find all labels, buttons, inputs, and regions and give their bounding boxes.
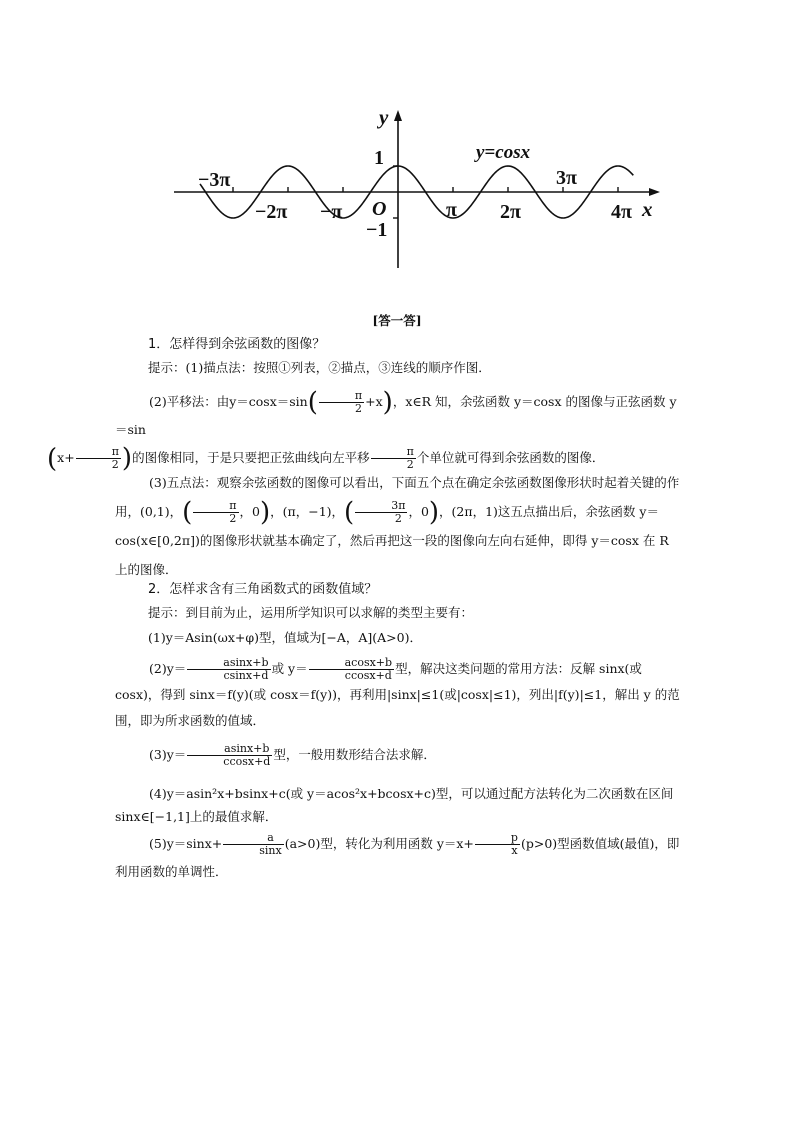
y-tick-label-1: 1 <box>374 147 384 169</box>
fraction-sin-over-sin: $\frac{asinx+b}{csinx+d}$ <box>187 657 270 682</box>
q2-item-1: (1)y＝Asin(ωx+φ)型，值域为[−A，A](A>0)． <box>148 630 422 645</box>
fraction-pi-over-2: $\frac{\pi}{2}$ <box>319 390 364 415</box>
x-axis-label: x <box>642 197 653 221</box>
q1-p2-d: x+ <box>57 450 75 465</box>
x-axis-arrow <box>649 188 660 196</box>
q1-p2-f: 个单位就可得到余弦函数的图像． <box>416 450 605 465</box>
x-tick-label-neg2pi: −2π <box>255 201 288 223</box>
q2-item-3 <box>115 742 682 768</box>
q1-p3-e: ，(2π，1)这五点描出后，余弦函数 y＝cos(x∈[0,2π])的图像形状就基本确定了，然后再把这一段的图像向左向右延伸，即得 y＝cosx 在 R 上的图像． <box>115 504 669 577</box>
q2-item5-b: (a>0)型，转化为利用函数 y＝x+ <box>284 836 474 851</box>
q2-item2-a: (2)y＝ <box>149 661 187 676</box>
q2-item-4: (4)y＝asin²x+bsinx+c(或 y＝acos²x+bcosx+c)型，可以通过配方法转化为二次函数在区间 sinx∈[−1,1]上的最值求解． <box>115 786 674 824</box>
fraction-a-over-sinx: $\frac{a}{\sin x}$ <box>223 832 283 857</box>
fraction-cos-over-cos: $\frac{acosx+b}{ccosx+d}$ <box>309 657 394 682</box>
fraction-pi-over-2-b: $\frac{\pi}{2}$ <box>76 446 121 471</box>
q2-item5-c: (p>0)型函数值域(最值)，即利用函数的单调性． <box>115 836 680 879</box>
x-tick-label-pi: π <box>446 199 457 221</box>
q1-title: 1．怎样得到余弦函数的图像？ <box>148 337 326 352</box>
q2-item3-b: 型，一般用数形结合法求解． <box>273 747 436 762</box>
x-tick-label-3pi: 3π <box>556 167 577 189</box>
origin-label: O <box>372 198 387 220</box>
q1-p3-a: (3)五点法：观察余弦函数的图像可以看出，下面五个点在确定余弦函数图像形状时起着关键的作用，(0,1)， <box>115 475 680 519</box>
section-title: [答一答] <box>372 313 422 328</box>
q1-hint: 提示：(1)描点法：按照①列表，②描点，③连线的顺序作图． <box>148 360 491 375</box>
q2-item-5 <box>115 830 682 886</box>
q1-p3-d: ，0 <box>408 504 429 519</box>
q2-item2-c: 型，解决这类问题的常用方法：反解 sinx(或 cosx)，得到 sinx＝f(y)(或 cosx＝f(y))，再利用|sinx|≤1(或|cosx|≤1)，列出|f(y)|≤1，解出 y 的范围，即为所求函数的值域． <box>115 661 680 728</box>
y-axis-label: y <box>379 105 389 129</box>
fraction-p-over-x: $\frac{p}{x}$ <box>475 832 520 857</box>
q2-item3-a: (3)y＝ <box>149 747 187 762</box>
function-label: y=cosx <box>476 142 531 163</box>
fraction-pi-over-2-d: $\frac{\pi}{2}$ <box>193 500 238 525</box>
q2-title: 2．怎样求含有三角函数式的函数值域？ <box>148 582 378 597</box>
x-tick-label-neg3pi: −3π <box>198 169 231 191</box>
fraction-pi-over-2-c: $\frac{\pi}{2}$ <box>371 446 416 471</box>
q1-paragraph-2: (2)平移法：由y＝cosx＝sin( $\frac{\pi}{2}$ +x)，x∈R 知，余弦函数 y＝cosx 的图像与正弦函数 y＝sin (x+ $\frac{\pi}{2}$ )的图像相同，于是只要把正弦曲线向左平移 $\frac{\pi}{2}$ 个单位就可得到余弦函数的图像． <box>47 387 677 474</box>
y-axis-arrow <box>394 110 402 121</box>
x-tick-label-2pi: 2π <box>500 201 521 223</box>
q1-paragraph-3: (3)五点法：观察余弦函数的图像可以看出，下面五个点在确定余弦函数图像形状时起着关键的作用，(0,1)，( $\frac{\pi}{2}$ ，0)，(π，−1)，( $\frac{3\pi}{2}$ ，0)，(2π，1)这五点描出后，余弦函数 y＝cos(x∈[0,2π])的图像形状就基本确定了，然后再把这一段的图像向左向右延伸，即得 y＝cosx 在 R 上的图像． <box>115 475 680 577</box>
fraction-sin-over-cos: $\frac{asinx+b}{ccosx+d}$ <box>187 743 272 768</box>
y-tick-label-neg1: −1 <box>366 219 388 241</box>
fraction-3pi-over-2: $\frac{3\pi}{2}$ <box>355 500 407 525</box>
q2-item2-b: 或 y＝ <box>271 661 308 676</box>
q1-p3-b: ，0 <box>239 504 260 519</box>
cosine-graph <box>160 100 670 272</box>
q2-item-2 <box>115 656 682 734</box>
q1-p2-c: ，x∈R 知，余弦函数 y＝cosx 的图像与正弦函数 y＝sin <box>115 394 677 437</box>
q1-p3-c: ，(π，−1)， <box>270 504 345 519</box>
q1-p2-b: +x <box>365 394 383 409</box>
q1-p2-e: 的图像相同，于是只要把正弦曲线向左平移 <box>132 450 370 465</box>
q1-p2-a: (2)平移法：由y＝cosx＝sin <box>149 394 308 409</box>
x-tick-label-negpi: −π <box>320 201 343 223</box>
x-tick-label-4pi: 4π <box>611 201 632 223</box>
q2-item5-a: (5)y＝sinx+ <box>149 836 223 851</box>
q2-hint: 提示：到目前为止，运用所学知识可以求解的类型主要有： <box>148 605 474 620</box>
